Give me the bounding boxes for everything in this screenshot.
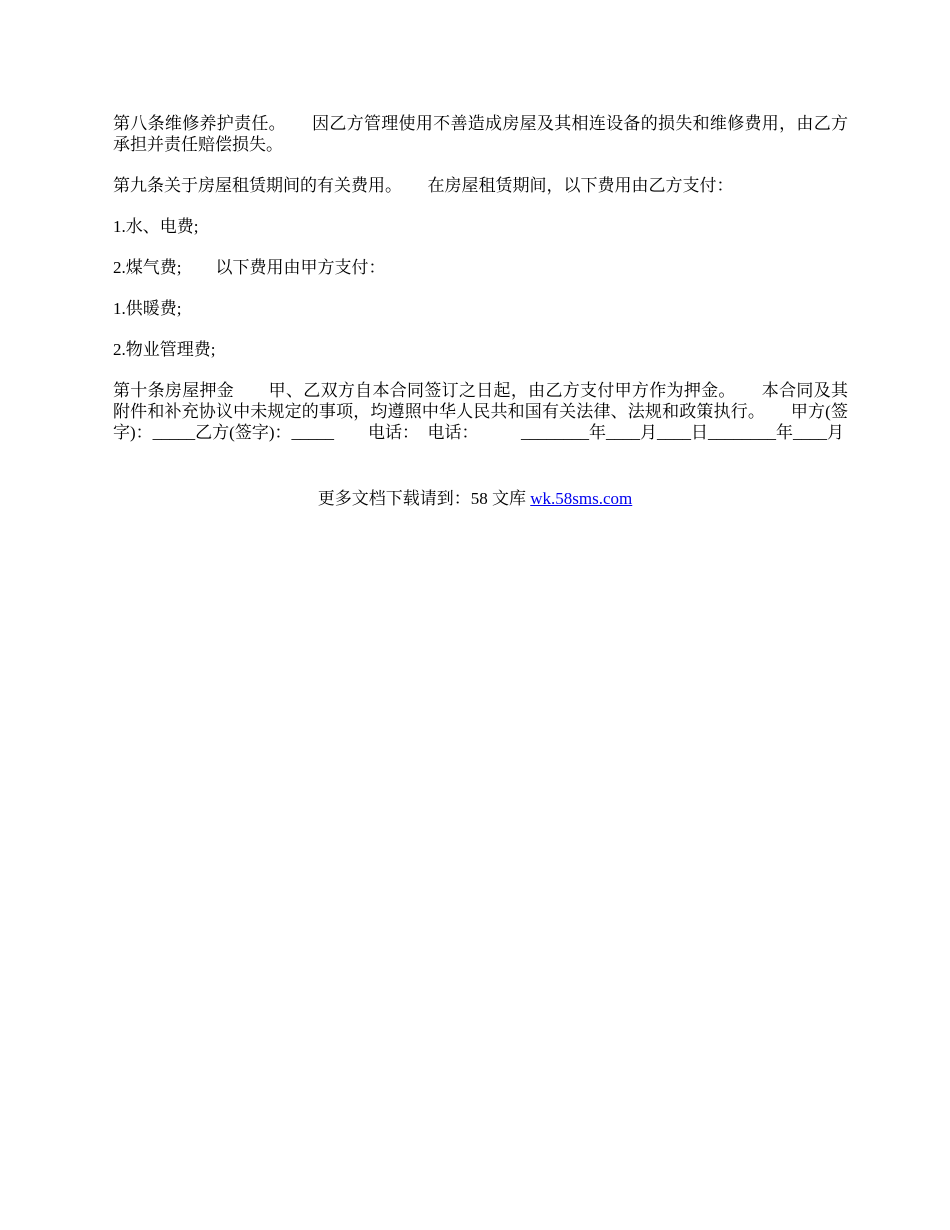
footer-prefix-text: 更多文档下载请到：58 文库	[317, 489, 531, 508]
paragraph-item-water-electric: 1.水、电费;	[113, 217, 199, 236]
paragraph-item-property-fee: 2.物业管理费;	[113, 340, 216, 359]
paragraph-article-8: 第八条维修养护责任。 因乙方管理使用不善造成房屋及其相连设备的损失和维修费用，由乙方承担并责任赔偿损失。	[113, 114, 848, 154]
download-footer	[0, 488, 950, 509]
footer-link[interactable]: wk.58sms.com	[530, 489, 633, 508]
paragraph-item-heating: 1.供暖费;	[113, 299, 182, 318]
paragraph-article-9: 第九条关于房屋租赁期间的有关费用。 在房屋租赁期间，以下费用由乙方支付：	[113, 176, 734, 195]
document-body	[113, 113, 848, 463]
paragraph-article-10: 第十条房屋押金 甲、乙双方自本合同签订之日起，由乙方支付甲方作为押金。 本合同及其附件和补充协议中未规定的事项，均遵照中华人民共和国有关法律、法规和政策执行。 甲方(签字)：_____乙方(签字)：_____ 电话： 电话： ________年____月____日________年____月	[113, 381, 848, 442]
paragraph-item-gas: 2.煤气费; 以下费用由甲方支付：	[113, 258, 386, 277]
